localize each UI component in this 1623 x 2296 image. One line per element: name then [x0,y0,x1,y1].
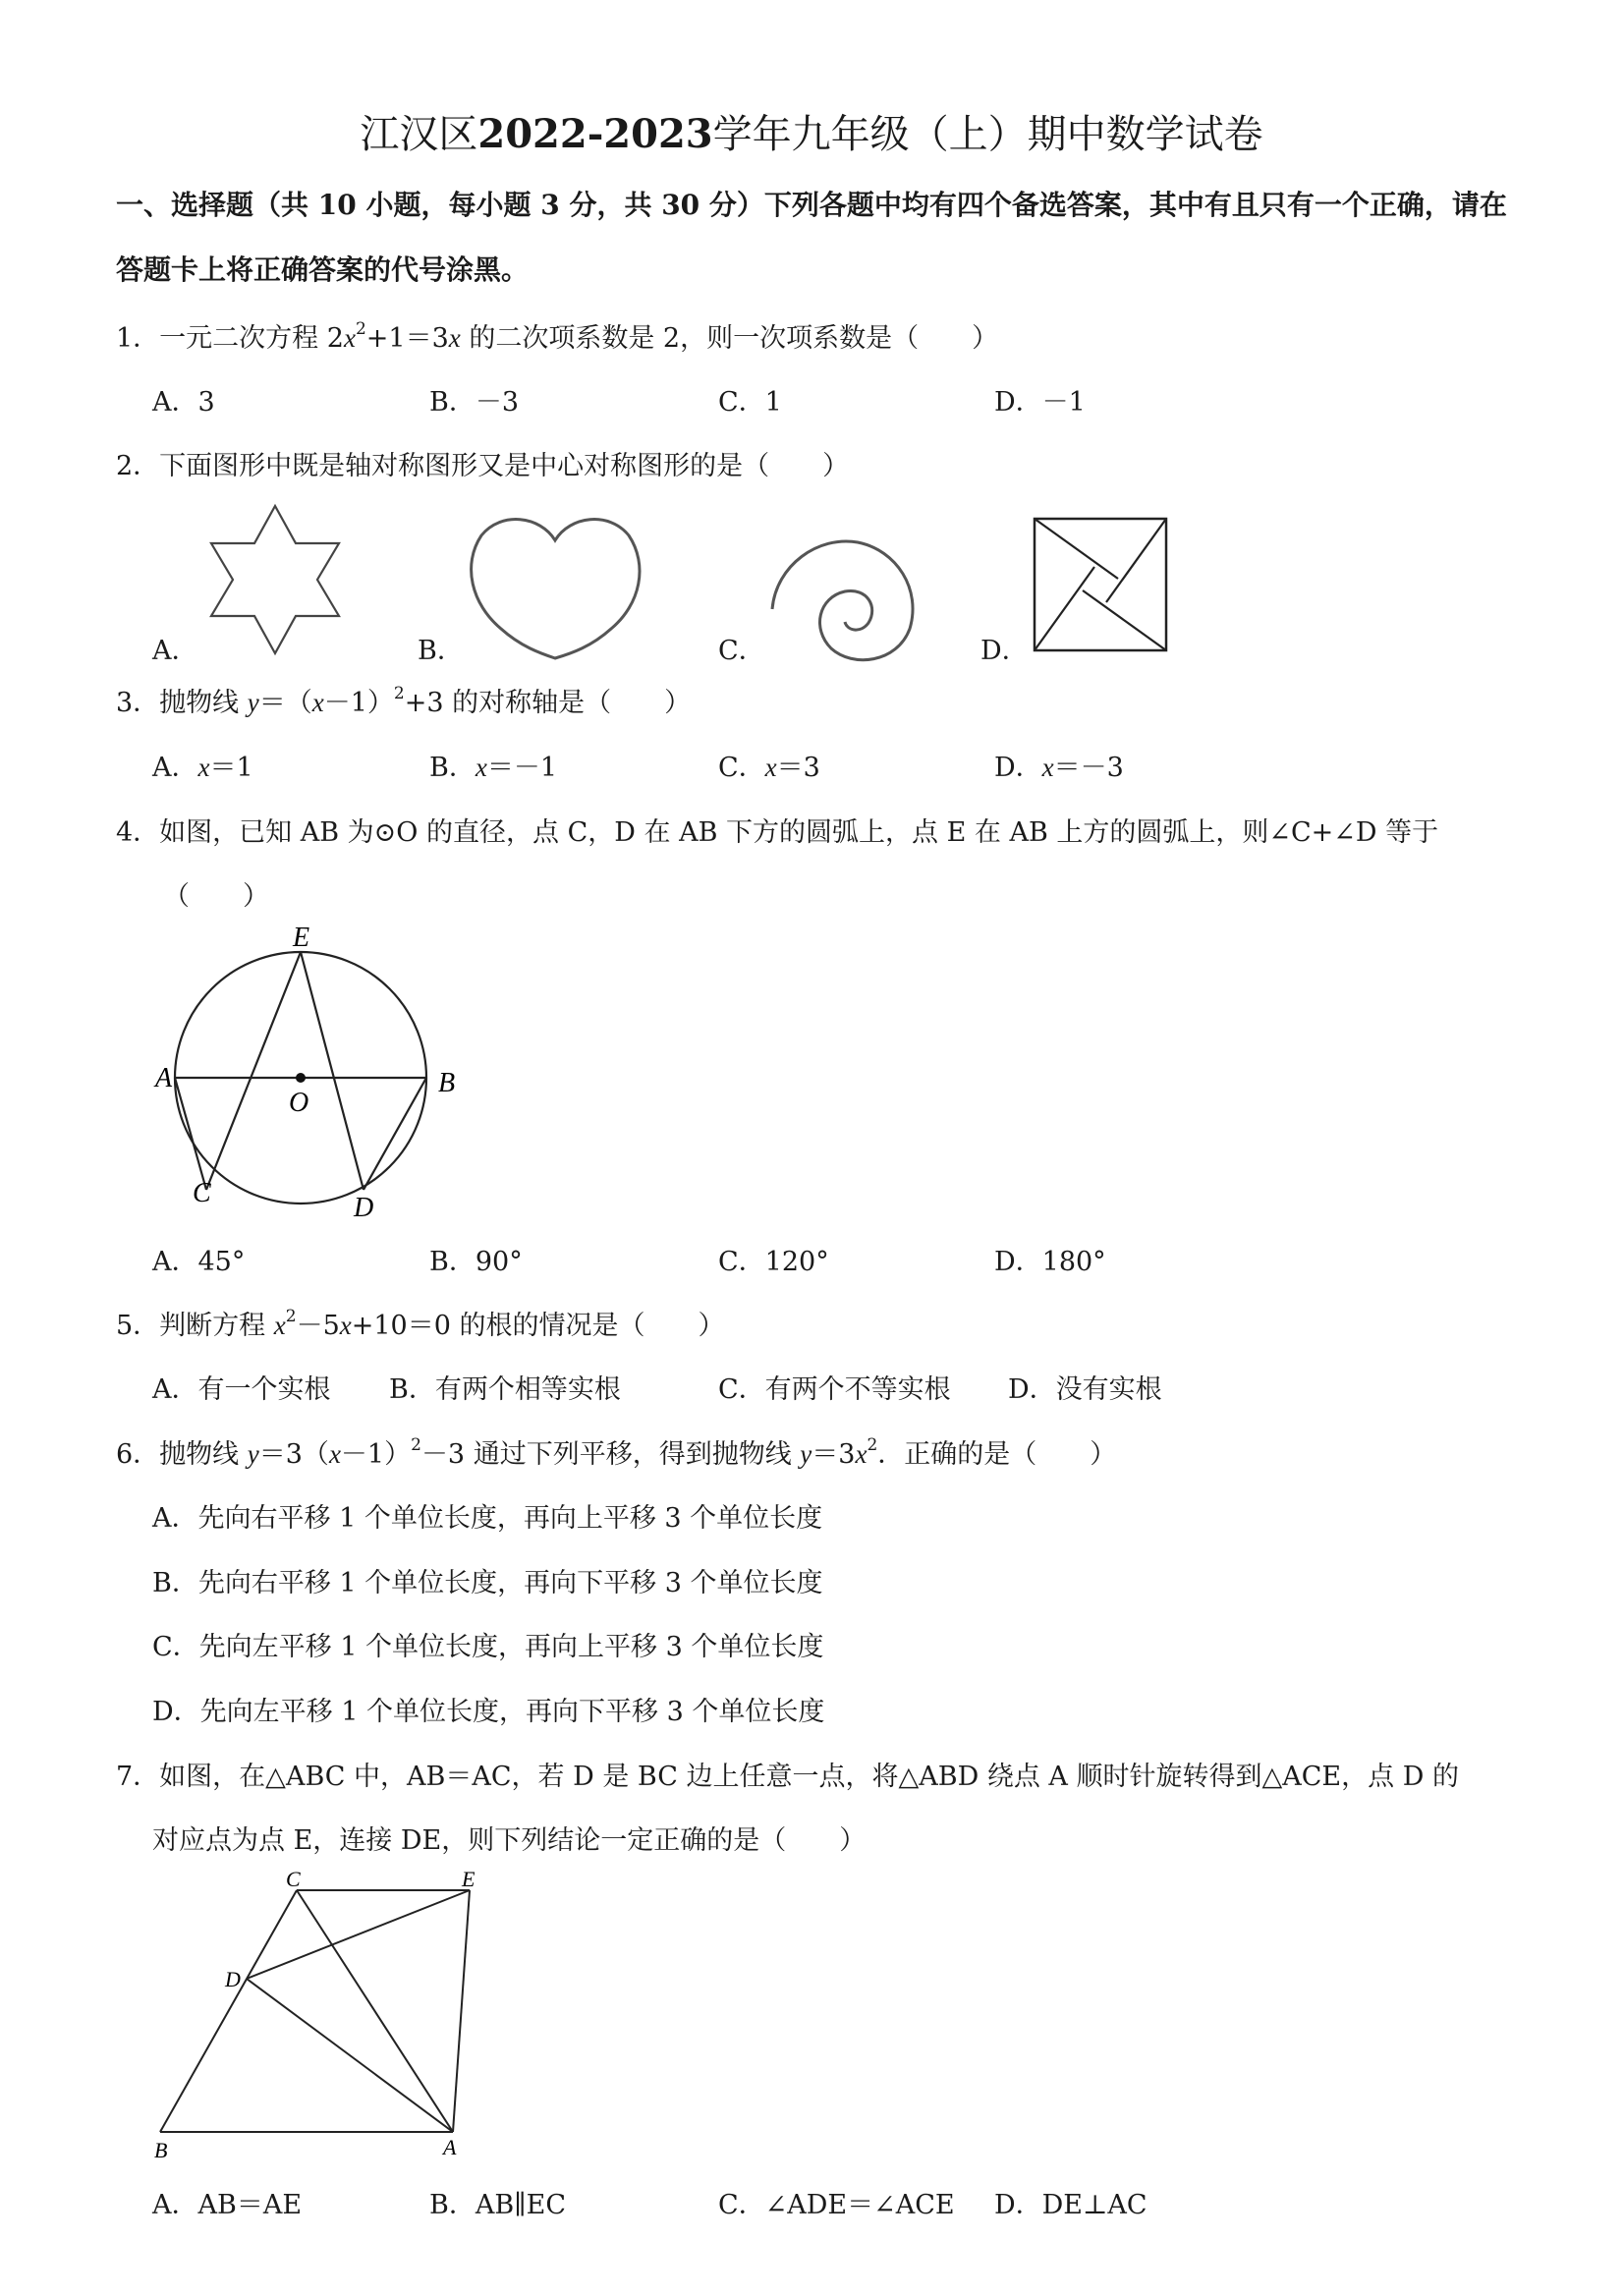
section-instructions: 一、选择题（共 10 小题，每小题 3 分，共 30 分）下列各题中均有四个备选答案，其中有且只有一个正确，请在答题卡上将正确答案的代号涂黑。 [116,189,1507,286]
q6-var-x: x [328,1439,341,1469]
label-c: C [193,1178,211,1208]
pinwheel-square-figure [1032,516,1171,655]
q3-c-prefix: C． [718,753,765,783]
q5-text-a: 5．判断方程 [116,1311,274,1341]
q1-option-a[interactable]: A．3 [152,387,215,418]
question-7-line2: 对应点为点 E，连接 DE，则下列结论一定正确的是（ ） [152,1825,867,1856]
label-b: B [438,1068,456,1098]
q7-option-d[interactable]: D．DE⊥AC [994,2190,1147,2220]
q3-d-prefix: D． [994,753,1042,783]
q3-var-x: x [311,688,324,717]
q1-text-a: 1．一元二次方程 2 [116,323,344,354]
question-4-line1: 4．如图，已知 AB 为⊙O 的直径，点 C，D 在 AB 下方的圆弧上，点 E 在 AB 上方的圆弧上，则∠C+∠D 等于 [116,817,1439,848]
q3-text-b: ＝（ [258,688,312,718]
q6-exponent: 2 [411,1435,421,1455]
q5-option-c[interactable]: C．有两个不等实根 [718,1374,951,1405]
question-4-line2: （ ） [163,881,269,912]
q3-text-d: +3 的对称轴是（ ） [404,688,692,718]
q6-exponent2: 2 [867,1435,878,1455]
q5-option-a[interactable]: A．有一个实根 [152,1374,331,1405]
q3-option-c[interactable] [718,746,820,784]
q3-exponent: 2 [393,684,405,703]
q4-option-b[interactable]: B．90° [429,1247,523,1277]
label-e2: E [462,1867,476,1891]
q1-text-b: +1＝3 [365,323,449,354]
q7-option-c[interactable]: C．∠ADE＝∠ACE [718,2190,955,2220]
q5-option-d[interactable]: D．没有实根 [1008,1374,1162,1405]
q3-b-val: ＝－1 [486,753,558,783]
title-suffix: 学年九年级（上）期中数学试卷 [712,112,1263,157]
label-a: A [155,1063,173,1093]
title-year: 2022-2023 [477,111,713,157]
label-d2: D [225,1967,241,1991]
q6-text-e: ＝3 [812,1439,856,1470]
q3-d-val: ＝－3 [1053,753,1124,783]
triangle-rotation-diagram [142,1867,496,2171]
label-e: E [293,923,310,953]
q3-var-y: y [247,688,259,717]
q5-exponent: 2 [285,1307,297,1326]
q2-option-b[interactable]: B． [418,636,464,666]
q3-c-val: ＝3 [776,753,820,783]
q1-option-c[interactable]: C．1 [718,387,782,418]
q7-option-b[interactable]: B．AB∥EC [429,2190,567,2220]
label-o: O [289,1088,309,1118]
q6-var-y: y [247,1439,259,1469]
title-prefix: 江汉区 [360,112,478,157]
label-a2: A [443,2135,457,2159]
q6-text-c: －1） [340,1439,412,1470]
q3-a-var: x [197,753,210,782]
q5-var-x2: x [339,1311,352,1340]
q1-text-c: 的二次项系数是 2，则一次项系数是（ ） [460,323,999,354]
q5-text-c: +10＝0 的根的情况是（ ） [351,1311,725,1341]
q5-var-x: x [273,1311,286,1340]
question-7-line1: 7．如图，在△ABC 中，AB＝AC，若 D 是 BC 边上任意一点，将△ABD 绕点 A 顺时针旋转得到△ACE，点 D 的 [116,1762,1459,1792]
q3-text-a: 3．抛物线 [116,688,248,718]
q1-var-x2: x [448,323,461,353]
q6-var-x2: x [855,1439,867,1469]
q6-option-b[interactable]: B．先向右平移 1 个单位长度，再向下平移 3 个单位长度 [152,1568,823,1598]
q2-option-d[interactable]: D． [980,636,1029,666]
q6-option-c[interactable]: C．先向左平移 1 个单位长度，再向上平移 3 个单位长度 [152,1632,824,1662]
q5-text-b: －5 [296,1311,340,1341]
heart-figure [462,511,648,668]
q1-option-b[interactable]: B．－3 [429,387,520,418]
q1-option-d[interactable]: D．－1 [994,387,1086,418]
q6-text-f: ．正确的是（ ） [877,1439,1117,1470]
q3-text-c: －1） [323,688,394,718]
q7-option-a[interactable]: A．AB＝AE [152,2190,303,2220]
question-2: 2．下面图形中既是轴对称图形又是中心对称图形的是（ ） [116,451,850,481]
q6-option-a[interactable]: A．先向右平移 1 个单位长度，再向上平移 3 个单位长度 [152,1503,823,1534]
label-b2: B [154,2138,168,2162]
q6-text-d: －3 通过下列平移，得到抛物线 [420,1439,801,1470]
question-1 [116,316,998,355]
circle-diagram [147,919,481,1233]
q5-option-b[interactable]: B．有两个相等实根 [389,1374,621,1405]
q1-var-x: x [343,323,356,353]
q2-option-a[interactable]: A． [152,636,198,666]
label-c2: C [286,1867,301,1891]
q3-option-d[interactable] [994,746,1124,784]
q6-option-d[interactable]: D．先向左平移 1 个单位长度，再向下平移 3 个单位长度 [152,1697,825,1727]
hexagram-figure [196,501,354,658]
q3-option-a[interactable] [152,746,253,784]
q4-option-d[interactable]: D．180° [994,1247,1106,1277]
q3-b-prefix: B． [429,753,476,783]
q3-a-val: ＝1 [209,753,253,783]
q3-c-var: x [764,753,777,782]
spiral-figure [764,531,922,668]
q3-option-b[interactable] [429,746,557,784]
question-5 [116,1304,725,1342]
q3-b-var: x [475,753,487,782]
question-6 [116,1432,1116,1471]
q3-d-var: x [1041,753,1054,782]
q6-text-a: 6．抛物线 [116,1439,248,1470]
question-3 [116,681,691,719]
q3-a-prefix: A． [152,753,198,783]
page-title [0,103,1623,159]
label-d: D [354,1193,374,1223]
q1-exponent: 2 [355,319,366,339]
q6-text-b: ＝3（ [258,1439,329,1470]
q4-option-a[interactable]: A．45° [152,1247,246,1277]
q6-var-y2: y [800,1439,812,1469]
q4-option-c[interactable]: C．120° [718,1247,829,1277]
q2-option-c[interactable]: C． [718,636,765,666]
